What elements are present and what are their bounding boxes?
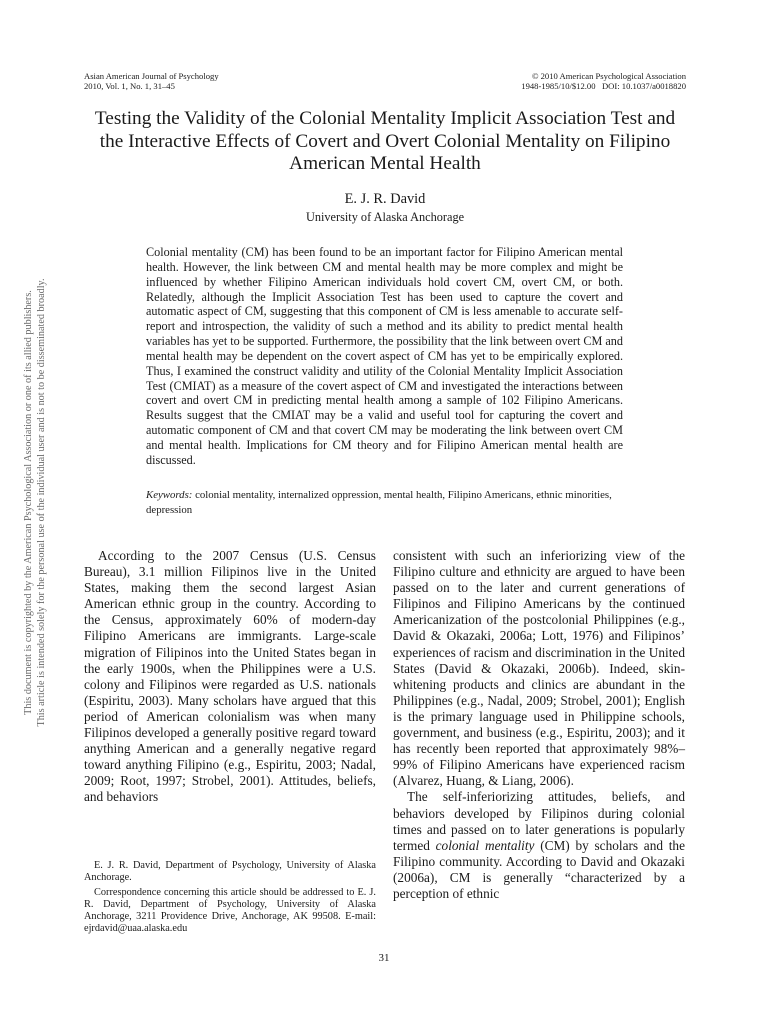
side-notice-line-2: This article is intended solely for the personal use of the individual user and is not to be disseminated broadly. — [36, 278, 47, 727]
body-column-right — [393, 548, 685, 902]
copyright-line: © 2010 American Psychological Association — [531, 71, 686, 81]
article-title: Testing the Validity of the Colonial Mentality Implicit Association Test and the Interactive Effects of Covert and Overt Colonial Mentality on Filipino American Mental Health — [94, 108, 676, 174]
journal-name: Asian American Journal of Psychology — [84, 71, 219, 81]
body-text: (CM) by scholars and the Filipino community. According to David and Okazaki (2006a), CM is generally “characterized by a perception of ethnic — [393, 837, 685, 901]
body-text: The self-inferiorizing attitudes, beliefs, and behaviors developed by Filipinos during colonial times and passed on to later generations is popularly termed — [393, 789, 685, 853]
footnote-correspondence: Correspondence concerning this article should be addressed to E. J. R. David, Department of Psychology, University of Alaska Anchorage, 3211 Providence Drive, Anchorage, AK 99508. E-mail: ejrdavid@uaa.alaska.edu — [84, 886, 376, 935]
emphasized-term: colonial mentality — [435, 837, 535, 853]
volume-info: 2010, Vol. 1, No. 1, 31–45 — [84, 81, 175, 91]
author-note — [84, 860, 376, 936]
author-name: E. J. R. David — [344, 191, 426, 207]
body-paragraph: According to the 2007 Census (U.S. Census Bureau), 3.1 million Filipinos live in the United States, making them the second largest Asian American ethnic group in the country. According to the Census, approximately 60% of modern-day Filipino Americans are immigrants. Large-scale migration of Filipinos into the United States began in the early 1900s, when the Philippines were a U.S. colony and Filipinos were regarded as U.S. nationals (Espiritu, 2003). Many scholars have argued that this period of American colonialism was when many Filipinos developed a generally positive regard toward anything American and a generally negative regard toward anything Filipino (e.g., Espiritu, 2003; Nadal, 2009; Root, 1997; Strobel, 2001). Attitudes, beliefs, and behaviors — [84, 548, 376, 805]
doi-line: 1948-1985/10/$12.00 DOI: 10.1037/a0018820 — [521, 81, 686, 91]
abstract: Colonial mentality (CM) has been found to be an important factor for Filipino American mental health. However, the link between CM and mental health may be more complex and might be influenced by whether Filipino American individuals hold covert CM, overt CM, or both. Relatedly, although the Implicit Association Test has been used to capture the covert and automatic aspect of CM, suggesting that this component of CM is less amenable to accurate self-report and introspection, the validity of such a method and its ability to predict mental health variables has yet to be supported. Furthermore, the possibility that the link between overt CM and mental health may be dependent on the covert aspect of CM has yet to be empirically explored. Thus, I examined the construct validity and utility of the Colonial Mentality Implicit Association Test (CMIAT) as a measure of the covert aspect of CM and investigated the interactions between covert and overt CM in predicting mental health among a sample of 102 Filipino Americans. Results suggest that the CMIAT may be a valid and useful tool for capturing the covert and automatic component of CM and that covert CM may be moderating the link between overt CM and mental health. Implications for CM theory and for Filipino American mental health are discussed. — [146, 245, 623, 467]
body-column-left — [84, 548, 376, 806]
body-paragraph: consistent with such an inferiorizing view of the Filipino culture and ethnicity are argued to have been passed on to the later and current generations of Filipinos and Filipino Americans by the continued Americanization of the postcolonial Philippines (e.g., David & Okazaki, 2006a; Lott, 1976) and Filipinos’ experiences of racism and discrimination in the United States (David & Okazaki, 2006b). Indeed, skin-whitening products and clinics are abundant in the Philippines (e.g., Nadal, 2009; Strobel, 2001); English is the primary language used in Philippine schools, government, and business (e.g., Espiritu, 2003); and it has recently been reported that approximately 98%–99% of Filipino Americans have experienced racism (Alvarez, Huang, & Liang, 2006). — [393, 548, 685, 789]
copyright-side-notice — [2, 260, 47, 745]
footnote-affiliation: E. J. R. David, Department of Psychology, University of Alaska Anchorage. — [84, 860, 376, 884]
side-notice-line-1: This document is copyrighted by the American Psychological Association or one of its allied publishers. — [23, 290, 34, 715]
keywords-text: colonial mentality, internalized oppression, mental health, Filipino Americans, ethnic minorities, depression — [146, 489, 612, 516]
author-affiliation: University of Alaska Anchorage — [305, 210, 465, 224]
keywords — [146, 488, 623, 518]
body-paragraph — [393, 789, 685, 902]
page-number: 31 — [378, 952, 390, 964]
keywords-label: Keywords: — [146, 489, 193, 501]
